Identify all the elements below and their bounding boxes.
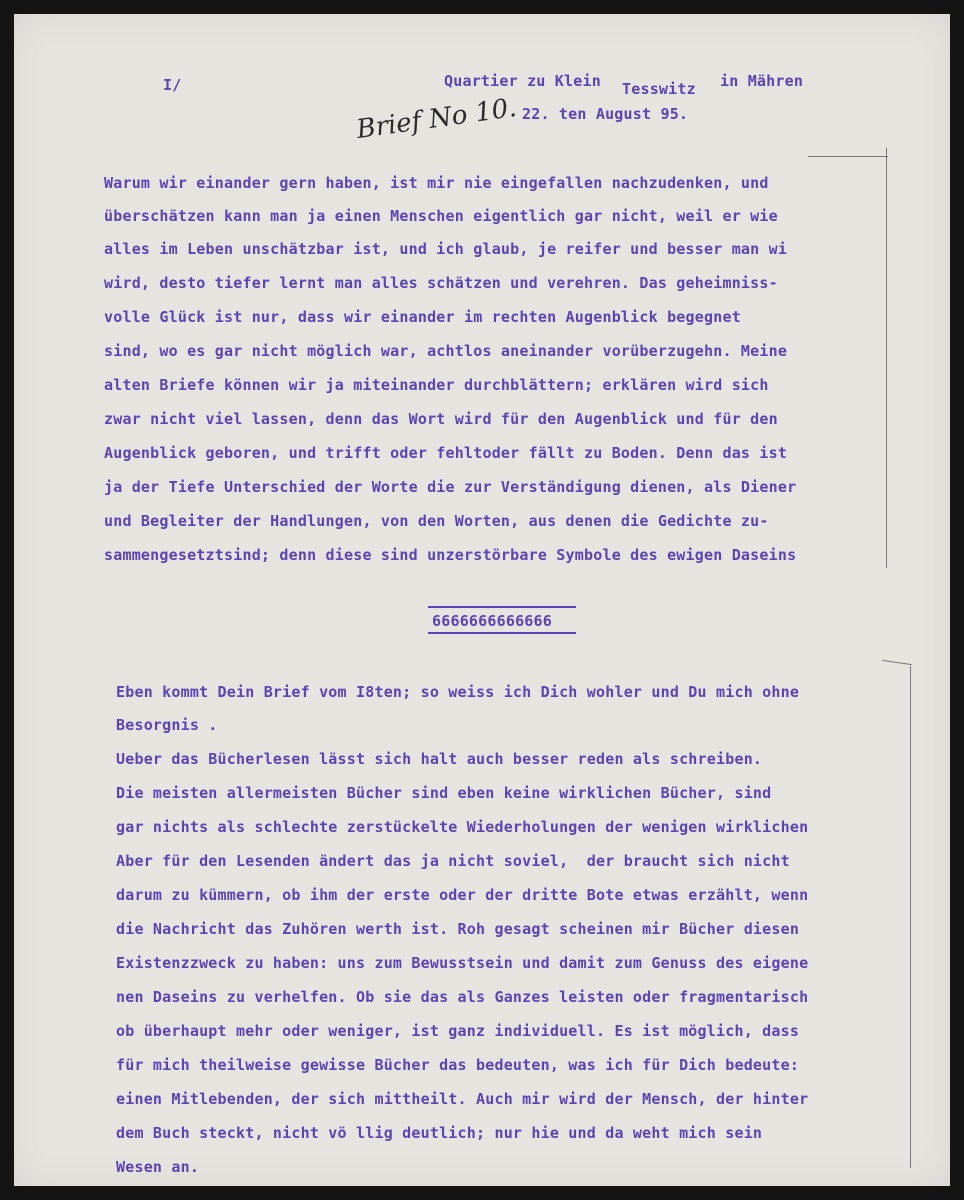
text-line: wird, desto tiefer lernt man alles schätzen und verehren. Das geheimniss-: [104, 274, 778, 292]
text-line: für mich theilweise gewisse Bücher das bedeuten, was ich für Dich bedeute:: [116, 1056, 800, 1074]
text-line: Existenzzweck zu haben: uns zum Bewusstsein und damit zum Genuss des eigene: [116, 954, 809, 972]
place-prefix: Quartier zu Klein: [444, 72, 601, 90]
text-line: Eben kommt Dein Brief vom I8ten; so weiss ich Dich wohler und Du mich ohne: [116, 683, 800, 701]
text-line: alten Briefe können wir ja miteinander durchblättern; erklären wird sich: [104, 376, 769, 394]
text-line: Aber für den Lesenden ändert das ja nicht soviel, der braucht sich nicht: [116, 852, 790, 870]
text-line: nen Daseins zu verhelfen. Ob sie das als Ganzes leisten oder fragmentarisch: [116, 988, 809, 1006]
place-suffix: in Mähren: [720, 72, 804, 90]
text-line: ob überhaupt mehr oder weniger, ist ganz individuell. Es ist möglich, dass: [116, 1022, 800, 1040]
text-line: sammengesetztsind; denn diese sind unzerstörbare Symbole des ewigen Daseins: [104, 546, 797, 564]
text-line: ja der Tiefe Unterschied der Worte die zur Verständigung dienen, als Diener: [104, 478, 797, 496]
place-name: Tesswitz: [622, 80, 696, 98]
margin-bracket-1: [886, 148, 887, 568]
text-line: Ueber das Bücherlesen lässt sich halt auch besser reden als schreiben.: [116, 750, 763, 768]
text-line: zwar nicht viel lassen, denn das Wort wird für den Augenblick und für den: [104, 410, 778, 428]
text-line: alles im Leben unschätzbar ist, und ich glaub, je reifer und besser man wi: [104, 240, 788, 258]
text-line: Warum wir einander gern haben, ist mir nie eingefallen nachzudenken, und: [104, 174, 769, 192]
text-line: Wesen an.: [116, 1158, 200, 1176]
text-line: dem Buch steckt, nicht vö llig deutlich; nur hie und da weht mich sein: [116, 1124, 763, 1142]
text-line: gar nichts als schlechte zerstückelte Wiederholungen der wenigen wirklichen: [116, 818, 809, 836]
text-line: die Nachricht das Zuhören werth ist. Roh gesagt scheinen mir Bücher diesen: [116, 920, 800, 938]
margin-bracket-top-1: [808, 156, 888, 157]
handwritten-letter-number: Brief No 10.: [354, 92, 519, 146]
text-line: Besorgnis .: [116, 716, 218, 734]
text-line: überschätzen kann man ja einen Menschen eigentlich gar nicht, weil er wie: [104, 207, 778, 225]
roman-numeral: I/: [163, 76, 182, 94]
text-line: sind, wo es gar nicht möglich war, achtlos aneinander vorüberzugehn. Meine: [104, 342, 788, 360]
section-separator: 6666666666666: [432, 612, 552, 630]
margin-bracket-2: [910, 666, 911, 1168]
separator-rule-top: [428, 606, 576, 608]
text-line: Die meisten allermeisten Bücher sind eben keine wirklichen Bücher, sind: [116, 784, 772, 802]
text-line: darum zu kümmern, ob ihm der erste oder der dritte Bote etwas erzählt, wenn: [116, 886, 809, 904]
text-line: und Begleiter der Handlungen, von den Worten, aus denen die Gedichte zu-: [104, 512, 769, 530]
text-line: volle Glück ist nur, dass wir einander im rechten Augenblick begegnet: [104, 308, 741, 326]
letter-date: 22. ten August 95.: [522, 105, 689, 123]
separator-rule-bottom: [428, 632, 576, 634]
text-line: einen Mitlebenden, der sich mittheilt. Auch mir wird der Mensch, der hinter: [116, 1090, 809, 1108]
text-line: Augenblick geboren, und trifft oder fehltoder fällt zu Boden. Denn das ist: [104, 444, 788, 462]
